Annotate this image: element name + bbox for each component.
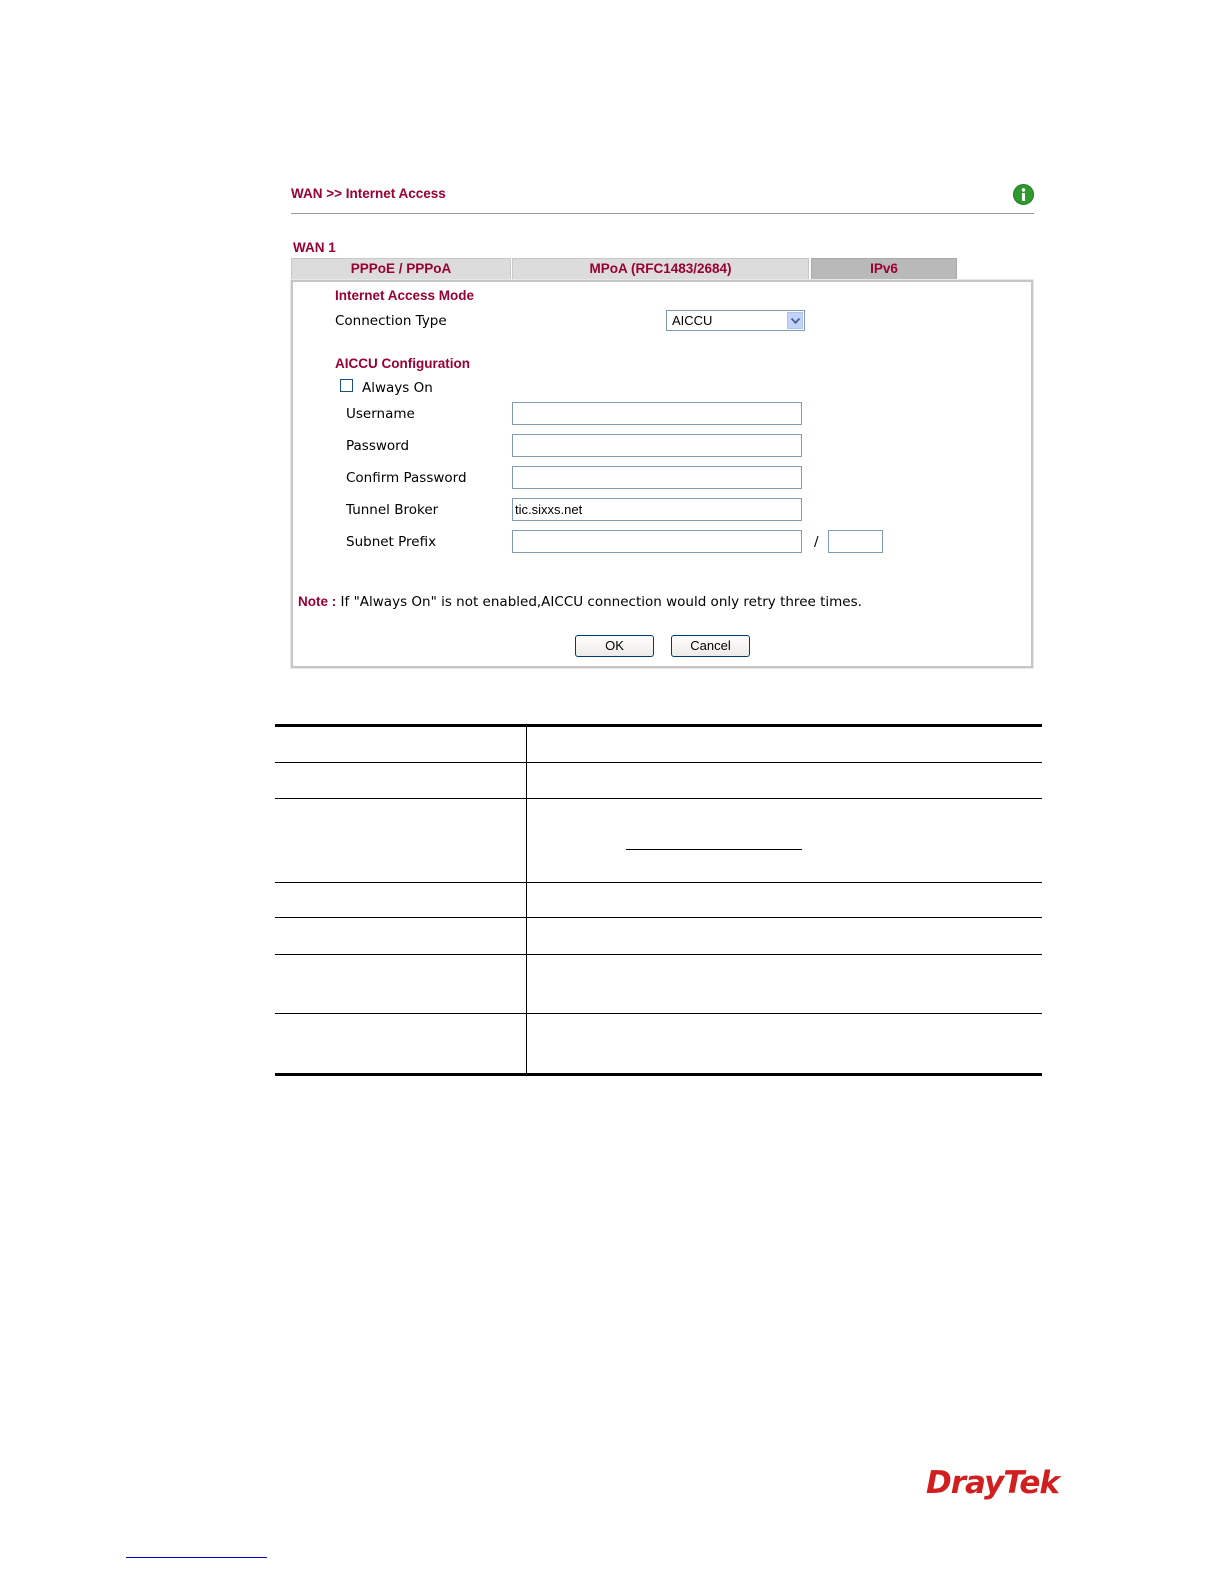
subnet-prefix-input[interactable]	[512, 530, 802, 553]
connection-type-label: Connection Type	[335, 313, 447, 329]
tunnel-broker-input[interactable]: tic.sixxs.net	[512, 498, 802, 521]
note	[298, 594, 862, 610]
table-row-divider	[275, 882, 1042, 883]
chevron-down-icon[interactable]	[787, 312, 803, 329]
connection-type-value: AICCU	[672, 313, 713, 328]
table-column-divider	[526, 726, 527, 1075]
username-input[interactable]	[512, 402, 802, 425]
always-on-label: Always On	[362, 380, 433, 396]
tab-ipv6[interactable]: IPv6	[811, 258, 957, 280]
draytek-logo: DrayTek	[926, 1465, 1059, 1501]
footer-link-underline[interactable]	[126, 1557, 267, 1558]
aiccu-configuration-title: AICCU Configuration	[335, 356, 470, 371]
header-divider	[291, 213, 1034, 214]
tunnel-broker-label: Tunnel Broker	[346, 502, 439, 518]
internet-access-mode-title: Internet Access Mode	[335, 288, 475, 303]
table-row-divider	[275, 954, 1042, 955]
table-top-border	[275, 724, 1042, 727]
password-input[interactable]	[512, 434, 802, 457]
tab-pppoe-pppoa[interactable]: PPPoE / PPPoA	[291, 258, 511, 280]
confirm-password-label: Confirm Password	[346, 470, 467, 486]
confirm-password-input[interactable]	[512, 466, 802, 489]
table-row-divider	[275, 917, 1042, 918]
note-label: Note :	[298, 594, 337, 609]
username-label: Username	[346, 406, 415, 422]
password-label: Password	[346, 438, 410, 454]
breadcrumb: WAN >> Internet Access	[291, 186, 446, 201]
subnet-prefix-label: Subnet Prefix	[346, 534, 437, 550]
connection-type-select[interactable]	[666, 310, 805, 331]
table-row-divider	[275, 762, 1042, 763]
prefix-separator: /	[814, 534, 819, 550]
table-row-divider	[275, 1013, 1042, 1014]
tab-mpoa[interactable]: MPoA (RFC1483/2684)	[512, 258, 809, 280]
prefix-length-input[interactable]	[828, 530, 883, 553]
ok-button[interactable]: OK	[575, 635, 654, 657]
cancel-button[interactable]: Cancel	[671, 635, 750, 657]
info-icon[interactable]	[1013, 184, 1034, 205]
note-text: If "Always On" is not enabled,AICCU connection would only retry three times.	[340, 594, 862, 610]
table-row-divider	[275, 798, 1042, 799]
always-on-checkbox[interactable]	[340, 379, 353, 392]
table-bottom-border	[275, 1073, 1042, 1076]
wan-label: WAN 1	[293, 240, 336, 255]
hyperlink-underline[interactable]	[626, 849, 802, 850]
